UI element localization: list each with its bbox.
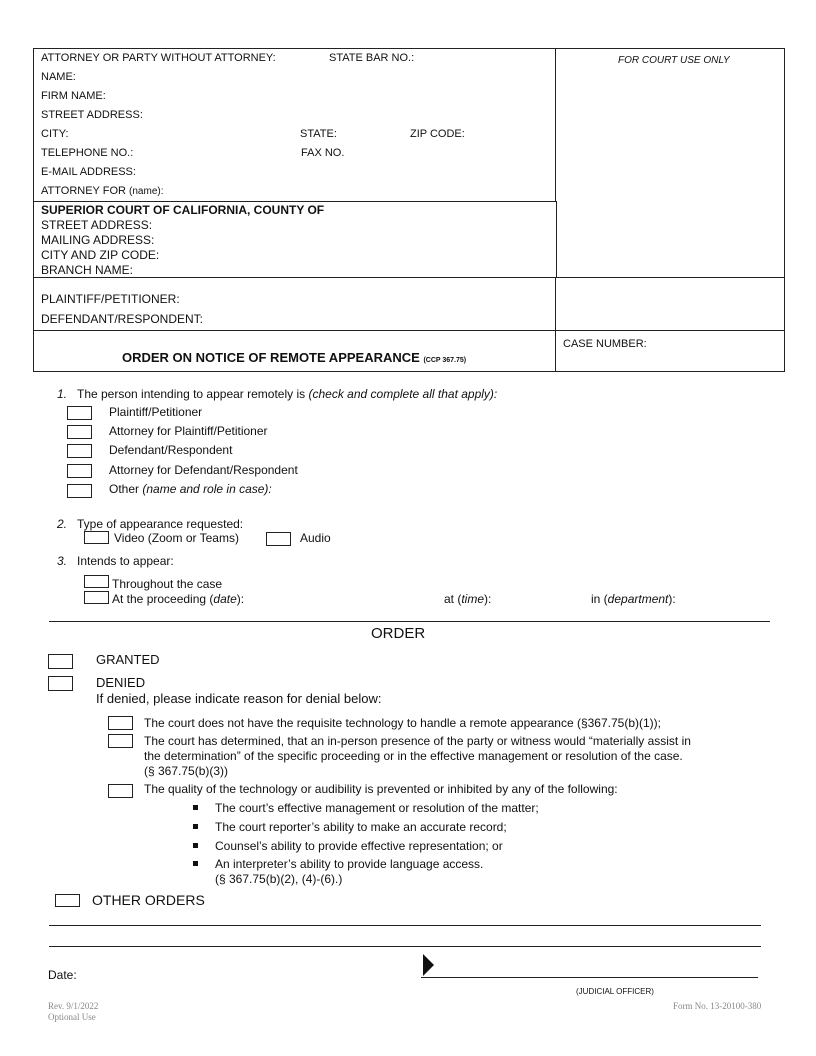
order-title: ORDER [371, 625, 426, 642]
telephone-label: TELEPHONE NO.: [41, 147, 134, 159]
plaintiff-checkbox[interactable] [67, 406, 92, 420]
bullet-item: The court reporter’s ability to make an accurate record; [215, 820, 507, 834]
order-divider [49, 621, 770, 622]
proceeding-checkbox[interactable] [84, 591, 109, 604]
at-text: at ( [444, 592, 462, 606]
state-bar-label: STATE BAR NO.: [329, 52, 415, 64]
form-title [122, 350, 466, 365]
section2-text: Type of appearance requested: [77, 517, 244, 531]
attorney-for-name-hint: (name): [129, 186, 164, 197]
bullet-icon [193, 843, 198, 848]
revision-label: Rev. 9/1/2022 [48, 1001, 99, 1011]
signature-line[interactable] [421, 977, 758, 978]
attorney-for-text: ATTORNEY FOR [41, 185, 126, 197]
reason2-line3: (§ 367.75(b)(3)) [144, 764, 229, 778]
reason2-checkbox[interactable] [108, 734, 133, 748]
in-text: in ( [591, 592, 608, 606]
department-label [591, 592, 676, 606]
defendant-label: DEFENDANT/RESPONDENT: [41, 312, 204, 326]
court-mailing-label: MAILING ADDRESS: [41, 233, 155, 247]
department-word: department [607, 592, 669, 606]
other-orders-line-2[interactable] [49, 946, 761, 947]
denied-checkbox[interactable] [48, 676, 73, 691]
case-number-box [555, 330, 785, 372]
bullet-icon [193, 861, 198, 866]
judicial-officer-label: (JUDICIAL OFFICER) [576, 987, 654, 996]
video-label: Video (Zoom or Teams) [114, 531, 239, 545]
time-label [444, 592, 491, 606]
bullet-item: An interpreter’s ability to provide language access. [215, 857, 484, 871]
time-word: time [461, 592, 485, 606]
attorney-plaintiff-checkbox[interactable] [67, 425, 92, 439]
other-orders-checkbox[interactable] [55, 894, 80, 907]
court-city-zip-label: CITY AND ZIP CODE: [41, 248, 160, 262]
reason2-line1: The court has determined, that an in-person presence of the party or witness would “materially assist in [144, 734, 691, 748]
defendant-checkbox[interactable] [67, 444, 92, 458]
other-checkbox[interactable] [67, 484, 92, 498]
court-title: SUPERIOR COURT OF CALIFORNIA, COUNTY OF [41, 203, 325, 217]
attorney-info-box [33, 48, 557, 203]
time-close: ): [484, 592, 492, 606]
parties-side-box [555, 277, 785, 332]
option-plaintiff: Plaintiff/Petitioner [109, 405, 203, 419]
granted-label: GRANTED [96, 652, 160, 667]
throughout-label: Throughout the case [112, 577, 223, 591]
form-title-text: ORDER ON NOTICE OF REMOTE APPEARANCE [122, 350, 420, 365]
state-label: STATE: [300, 128, 337, 140]
bullet-icon [193, 805, 198, 810]
email-label: E-MAIL ADDRESS: [41, 166, 136, 178]
denied-label: DENIED [96, 675, 146, 690]
plaintiff-label: PLAINTIFF/PETITIONER: [41, 292, 180, 306]
audio-checkbox[interactable] [266, 532, 291, 546]
attorney-defendant-checkbox[interactable] [67, 464, 92, 478]
proceeding-label [112, 592, 244, 606]
section1-question: The person intending to appear remotely is [77, 387, 306, 401]
reason1-text: The court does not have the requisite technology to handle a remote appearance (§367.75(b)(1)); [144, 716, 661, 730]
department-close: ): [668, 592, 676, 606]
form-number-label: Form No. 13-20100-380 [673, 1001, 762, 1011]
section2-number: 2. [57, 517, 68, 531]
option-other [109, 482, 272, 496]
section3-text: Intends to appear: [77, 554, 174, 568]
city-label: CITY: [41, 128, 69, 140]
date-close: ): [236, 592, 245, 606]
other-orders-line-1[interactable] [49, 925, 761, 926]
bullet-item: The court’s effective management or resolution of the matter; [215, 801, 539, 815]
zip-label: ZIP CODE: [410, 128, 465, 140]
reason2-line2: the determination” of the specific proceeding or in the effective management or resolution of the case. [144, 749, 683, 763]
signature-arrow-icon [423, 954, 435, 976]
street-label: STREET ADDRESS: [41, 109, 143, 121]
other-orders-label: OTHER ORDERS [92, 892, 205, 908]
section1-number: 1. [57, 387, 68, 401]
bullet-item: Counsel’s ability to provide effective representation; or [215, 839, 503, 853]
proceeding-text: At the proceeding ( [112, 592, 214, 606]
audio-label: Audio [300, 531, 331, 545]
video-checkbox[interactable] [84, 531, 109, 544]
reason3-checkbox[interactable] [108, 784, 133, 798]
section1-instruction: (check and complete all that apply): [308, 387, 498, 401]
fax-label: FAX NO. [301, 147, 345, 159]
firm-label: FIRM NAME: [41, 90, 106, 102]
case-number-label: CASE NUMBER: [563, 338, 647, 350]
date-label: Date: [48, 968, 77, 982]
option-attorney-defendant: Attorney for Defendant/Respondent [109, 463, 298, 477]
granted-checkbox[interactable] [48, 654, 73, 669]
reason3-text: The quality of the technology or audibility is prevented or inhibited by any of the following: [144, 782, 618, 796]
attorney-label: ATTORNEY OR PARTY WITHOUT ATTORNEY: [41, 52, 276, 64]
court-street-label: STREET ADDRESS: [41, 218, 153, 232]
optional-use-label: Optional Use [48, 1012, 96, 1022]
attorney-for-label [41, 185, 163, 197]
section3-number: 3. [57, 554, 68, 568]
denial-instruction: If denied, please indicate reason for denial below: [96, 691, 382, 706]
option-other-text: Other [109, 482, 140, 496]
bullet-icon [193, 824, 198, 829]
option-other-hint: (name and role in case): [142, 482, 272, 496]
form-code: (CCP 367.75) [423, 357, 467, 364]
date-word: date [213, 592, 237, 606]
court-branch-label: BRANCH NAME: [41, 263, 134, 277]
option-attorney-plaintiff: Attorney for Plaintiff/Petitioner [109, 424, 268, 438]
section1-text [77, 387, 497, 401]
court-use-label: FOR COURT USE ONLY [618, 55, 730, 66]
court-use-box [555, 48, 785, 279]
reason1-checkbox[interactable] [108, 716, 133, 730]
throughout-checkbox[interactable] [84, 575, 109, 588]
name-label: NAME: [41, 71, 76, 83]
citation: (§ 367.75(b)(2), (4)-(6).) [215, 872, 343, 886]
option-defendant: Defendant/Respondent [109, 443, 233, 457]
